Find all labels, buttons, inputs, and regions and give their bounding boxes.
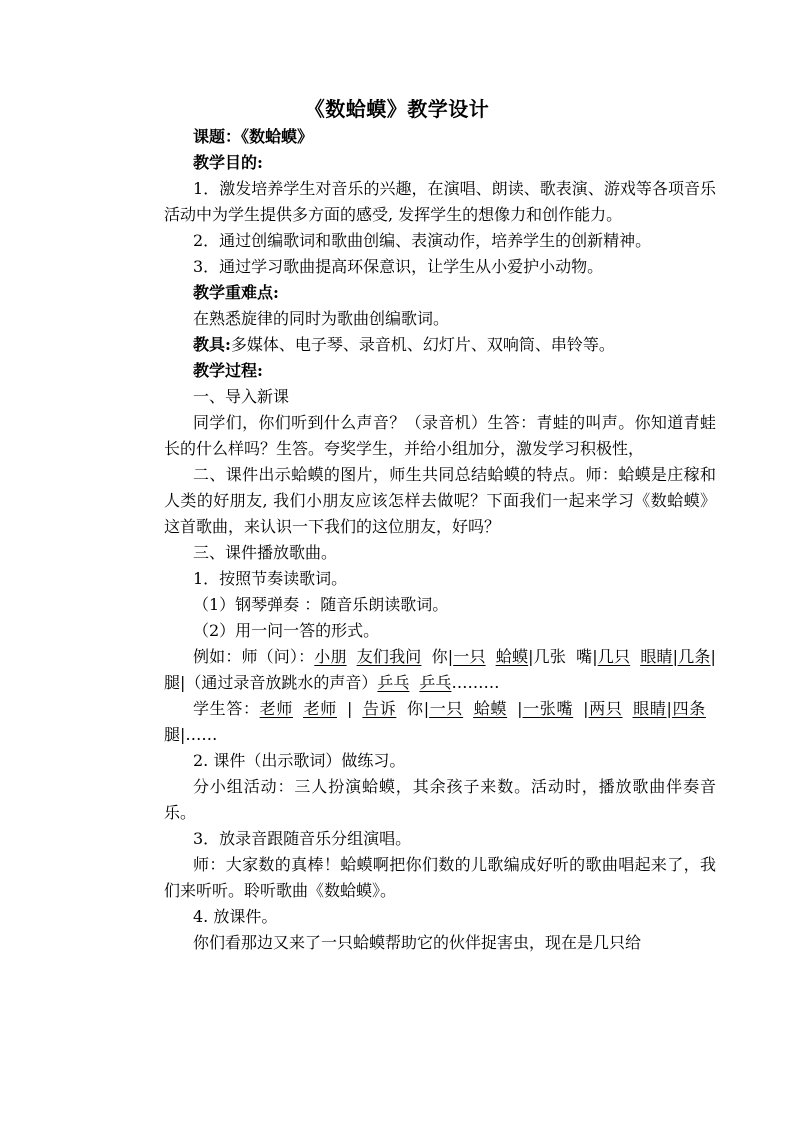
answer-word: 你| (406, 699, 430, 718)
answer-dialogue (164, 696, 716, 748)
example-word: |几张 (528, 647, 566, 666)
example-word: 蛤蟆 (495, 647, 529, 666)
answer-word: 一只 (429, 699, 464, 718)
answer-word: 两只 (588, 699, 623, 718)
answer-word: 蛤蟆 (473, 699, 508, 718)
example-prefix: 例如：师（问）： (193, 647, 315, 666)
step-1-b: （2）用一问一答的形式。 (193, 621, 380, 640)
step-1: 1．按照节奏读歌词。 (193, 569, 348, 588)
difficulty-heading: 教学重难点: (193, 283, 279, 302)
section-1-title: 一、导入新课 (193, 387, 290, 406)
tools-text: 多媒体、电子琴、录音机、幻灯片、双响筒、串铃等。 (230, 335, 615, 354)
goal-item-3: 3．通过学习歌曲提高环保意识，让学生从小爱护小动物。 (193, 257, 604, 276)
example-word: 一只 (453, 647, 486, 666)
goal-item-1: 1．激发培养学生对音乐的兴趣，在演唱、朗读、歌表演、游戏等各项音乐活动中为学生提供多方面的感受, 发挥学生的想像力和创作能力。 (164, 179, 716, 224)
process-heading: 教学过程: (193, 361, 263, 380)
topic-value: 《数蛤蟆》 (241, 127, 314, 146)
example-word: 我问 (389, 647, 422, 666)
example-word: ……… (451, 673, 500, 692)
answer-word: | (346, 699, 353, 718)
step-2: 2. 课件（出示歌词）做练习。 (193, 751, 406, 770)
answer-prefix: 学生答： (193, 699, 260, 718)
section-3-title: 三、课件播放歌曲。 (193, 543, 338, 562)
answer-word: | (517, 699, 523, 718)
example-word: 嘴| (575, 647, 598, 666)
step-2-text: 分小组活动：三人扮演蛤蟆，其余孩子来数。活动时，播放歌曲伴奏音乐。 (164, 777, 716, 822)
step-1-a: （1）钢琴弹奏 ：随音乐朗读歌词。 (193, 595, 449, 614)
document-body (164, 124, 716, 956)
answer-word: 告诉 (362, 699, 397, 718)
tools-label: 教具: (193, 335, 231, 354)
example-dialogue (164, 644, 716, 696)
answer-word: 眼睛 (632, 699, 667, 718)
answer-word: 腿|…… (164, 725, 218, 744)
step-3-text: 师：大家数的真棒！蛤蟆啊把你们数的儿歌编成好听的歌曲唱起来了，我们来听听。聆听歌曲《数蛤蟆》。 (164, 855, 716, 900)
example-word: 乒乓 (419, 673, 452, 692)
goal-item-2: 2．通过创编歌词和歌曲创编、表演动作，培养学生的创新精神。 (193, 231, 652, 250)
step-4: 4. 放课件。 (193, 907, 278, 926)
topic-line (164, 124, 716, 150)
answer-word: | (666, 699, 672, 718)
difficulty-text: 在熟悉旋律的同时为歌曲创编歌词。 (193, 309, 450, 328)
example-word: 几只 (597, 647, 631, 666)
tools-line (164, 332, 716, 358)
answer-word: 老师 (259, 699, 293, 718)
example-word: |几条 (672, 647, 711, 666)
step-3: 3．放录音跟随音乐分组演唱。 (193, 829, 412, 848)
answer-word: 一张嘴 (522, 699, 574, 718)
answer-word: 老师 (302, 699, 337, 718)
example-word: 友们 (356, 647, 390, 666)
example-word: 乒乓 (377, 673, 410, 692)
section-2-text: 二、课件出示蛤蟆的图片，师生共同总结蛤蟆的特点。师：蛤蟆是庄稼和人类的好朋友, 我们小朋友应该怎样去做呢？下面我们一起来学习《数蛤蟆》这首歌曲，来认识一下我们的这位朋友，好吗？ (164, 465, 716, 536)
answer-word: 四条 (671, 699, 706, 718)
answer-word: | (583, 699, 589, 718)
example-word: |腿|（通过录音放跳水的声音） (164, 647, 716, 692)
example-word: 你| (431, 647, 454, 666)
goals-heading: 教学目的: (193, 153, 263, 172)
topic-label: 课题： (193, 127, 242, 146)
document-title: 《数蛤蟆》教学设计 (304, 97, 490, 121)
step-4-text: 你们看那边又来了一只蛤蟆帮助它的伙伴捉害虫，现在是几只给 (193, 933, 642, 952)
example-word: 眼睛 (640, 647, 673, 666)
section-1-text: 同学们，你们听到什么声音？（录音机）生答：青蛙的叫声。你知道青蛙长的什么样吗？生答。夸奖学生，并给小组加分，激发学习积极性， (164, 413, 716, 458)
example-word: 小朋 (314, 647, 347, 666)
